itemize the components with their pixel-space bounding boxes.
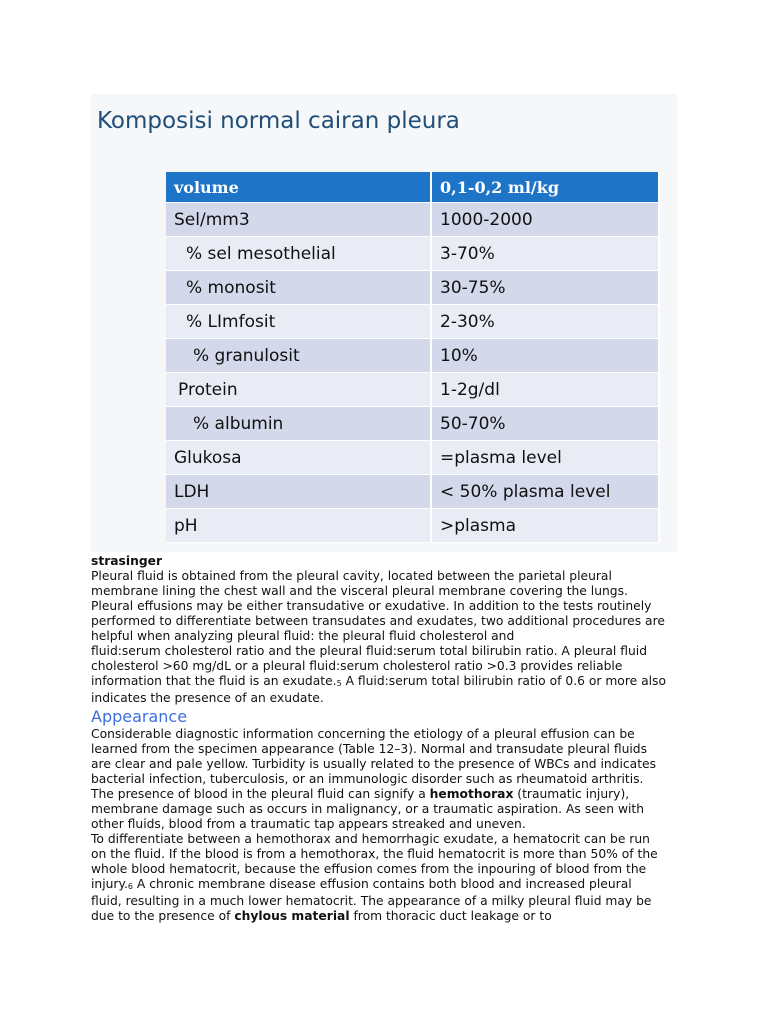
document-body [91, 554, 691, 924]
text-span: A chronic membrane disease effusion contains both blood and increased pleural [133, 877, 632, 891]
row-value: 50-70% [431, 407, 659, 441]
row-label: Glukosa [166, 441, 431, 475]
table-header-row [166, 172, 659, 203]
text-line: other fluids, blood from a traumatic tap appears streaked and uneven. [91, 817, 526, 831]
row-value: < 50% plasma level [431, 475, 659, 509]
table-row [166, 373, 659, 407]
section-heading-appearance: Appearance [91, 707, 188, 726]
row-label: Protein [166, 373, 431, 407]
header-cell-value: 0,1-0,2 ml/kg [431, 172, 659, 203]
text-line [91, 674, 691, 691]
text-line: bacterial infection, tuberculosis, or an immunologic disorder such as rheumatoid arthritis. [91, 772, 644, 786]
slide-title: Komposisi normal cairan pleura [97, 108, 460, 134]
table-row [166, 475, 659, 509]
text-span: information that the fluid is an exudate. [91, 674, 337, 688]
slide-image [91, 94, 677, 552]
text-line: Pleural fluid is obtained from the pleural cavity, located between the parietal pleural [91, 569, 612, 583]
table-row [166, 305, 659, 339]
row-value: 1-2g/dl [431, 373, 659, 407]
bold-term: hemothorax [429, 787, 514, 801]
row-label: % sel mesothelial [166, 237, 431, 271]
text-span: due to the presence of [91, 909, 235, 923]
reference-number: 5 [336, 679, 342, 688]
text-line: membrane lining the chest wall and the visceral pleural membrane covering the lungs. [91, 584, 628, 598]
row-value: 2-30% [431, 305, 659, 339]
row-label: % monosit [166, 271, 431, 305]
paragraph-intro [91, 569, 691, 706]
text-line: cholesterol >60 mg/dL or a pleural fluid:serum cholesterol ratio >0.3 provides reliable [91, 659, 623, 673]
composition-table [166, 172, 660, 543]
text-span: The presence of blood in the pleural fluid can signify a [91, 787, 430, 801]
header-cell-label: volume [166, 172, 431, 203]
paragraph-appearance [91, 727, 691, 832]
row-label: Sel/mm3 [166, 203, 431, 237]
row-label: % albumin [166, 407, 431, 441]
table-row [166, 203, 659, 237]
row-value: 10% [431, 339, 659, 373]
table-row [166, 509, 659, 543]
bold-term: chylous material [234, 909, 350, 923]
row-value: 30-75% [431, 271, 659, 305]
text-line: To differentiate between a hemothorax and hemorrhagic exudate, a hematocrit can be run [91, 832, 650, 846]
table-row [166, 237, 659, 271]
text-span: from thoracic duct leakage or to [349, 909, 552, 923]
text-line: fluid, resulting in a much lower hematocrit. The appearance of a milky pleural fluid may be [91, 894, 652, 908]
text-line: Pleural effusions may be either transudative or exudative. In addition to the tests routinely [91, 599, 652, 613]
row-label: pH [166, 509, 431, 543]
table-row [166, 441, 659, 475]
text-line: indicates the presence of an exudate. [91, 691, 324, 705]
table-row [166, 271, 659, 305]
text-span: A fluid:serum total bilirubin ratio of 0.6 or more also [341, 674, 666, 688]
row-label: LDH [166, 475, 431, 509]
text-line: on the fluid. If the blood is from a hemothorax, the fluid hematocrit is more than 50% of the [91, 847, 658, 861]
source-label: strasinger [91, 554, 163, 568]
text-line [91, 787, 691, 802]
text-line: learned from the specimen appearance (Table 12–3). Normal and transudate pleural fluids [91, 742, 648, 756]
row-value: =plasma level [431, 441, 659, 475]
text-span: injury. [91, 877, 128, 891]
text-line: membrane damage such as occurs in malignancy, or a traumatic aspiration. As seen with [91, 802, 645, 816]
text-line: are clear and pale yellow. Turbidity is usually related to the presence of WBCs and indicates [91, 757, 656, 771]
paragraph-hematocrit [91, 832, 691, 924]
row-label: % granulosit [166, 339, 431, 373]
table-row [166, 407, 659, 441]
text-line: performed to differentiate between transudates and exudates, two additional procedures are [91, 614, 665, 628]
row-value: >plasma [431, 509, 659, 543]
text-line: fluid:serum cholesterol ratio and the pleural fluid:serum total bilirubin ratio. A pleural fluid [91, 644, 647, 658]
row-label: % LImfosit [166, 305, 431, 339]
text-line [91, 877, 691, 894]
row-value: 1000-2000 [431, 203, 659, 237]
table-row [166, 339, 659, 373]
text-line: helpful when analyzing pleural fluid: the pleural fluid cholesterol and [91, 629, 515, 643]
reference-number: 6 [127, 882, 134, 891]
row-value: 3-70% [431, 237, 659, 271]
text-span: (traumatic injury), [513, 787, 630, 801]
text-line: Considerable diagnostic information concerning the etiology of a pleural effusion can be [91, 727, 635, 741]
text-line: whole blood hematocrit, because the effusion comes from the inpouring of blood from the [91, 862, 647, 876]
text-line [91, 909, 691, 924]
